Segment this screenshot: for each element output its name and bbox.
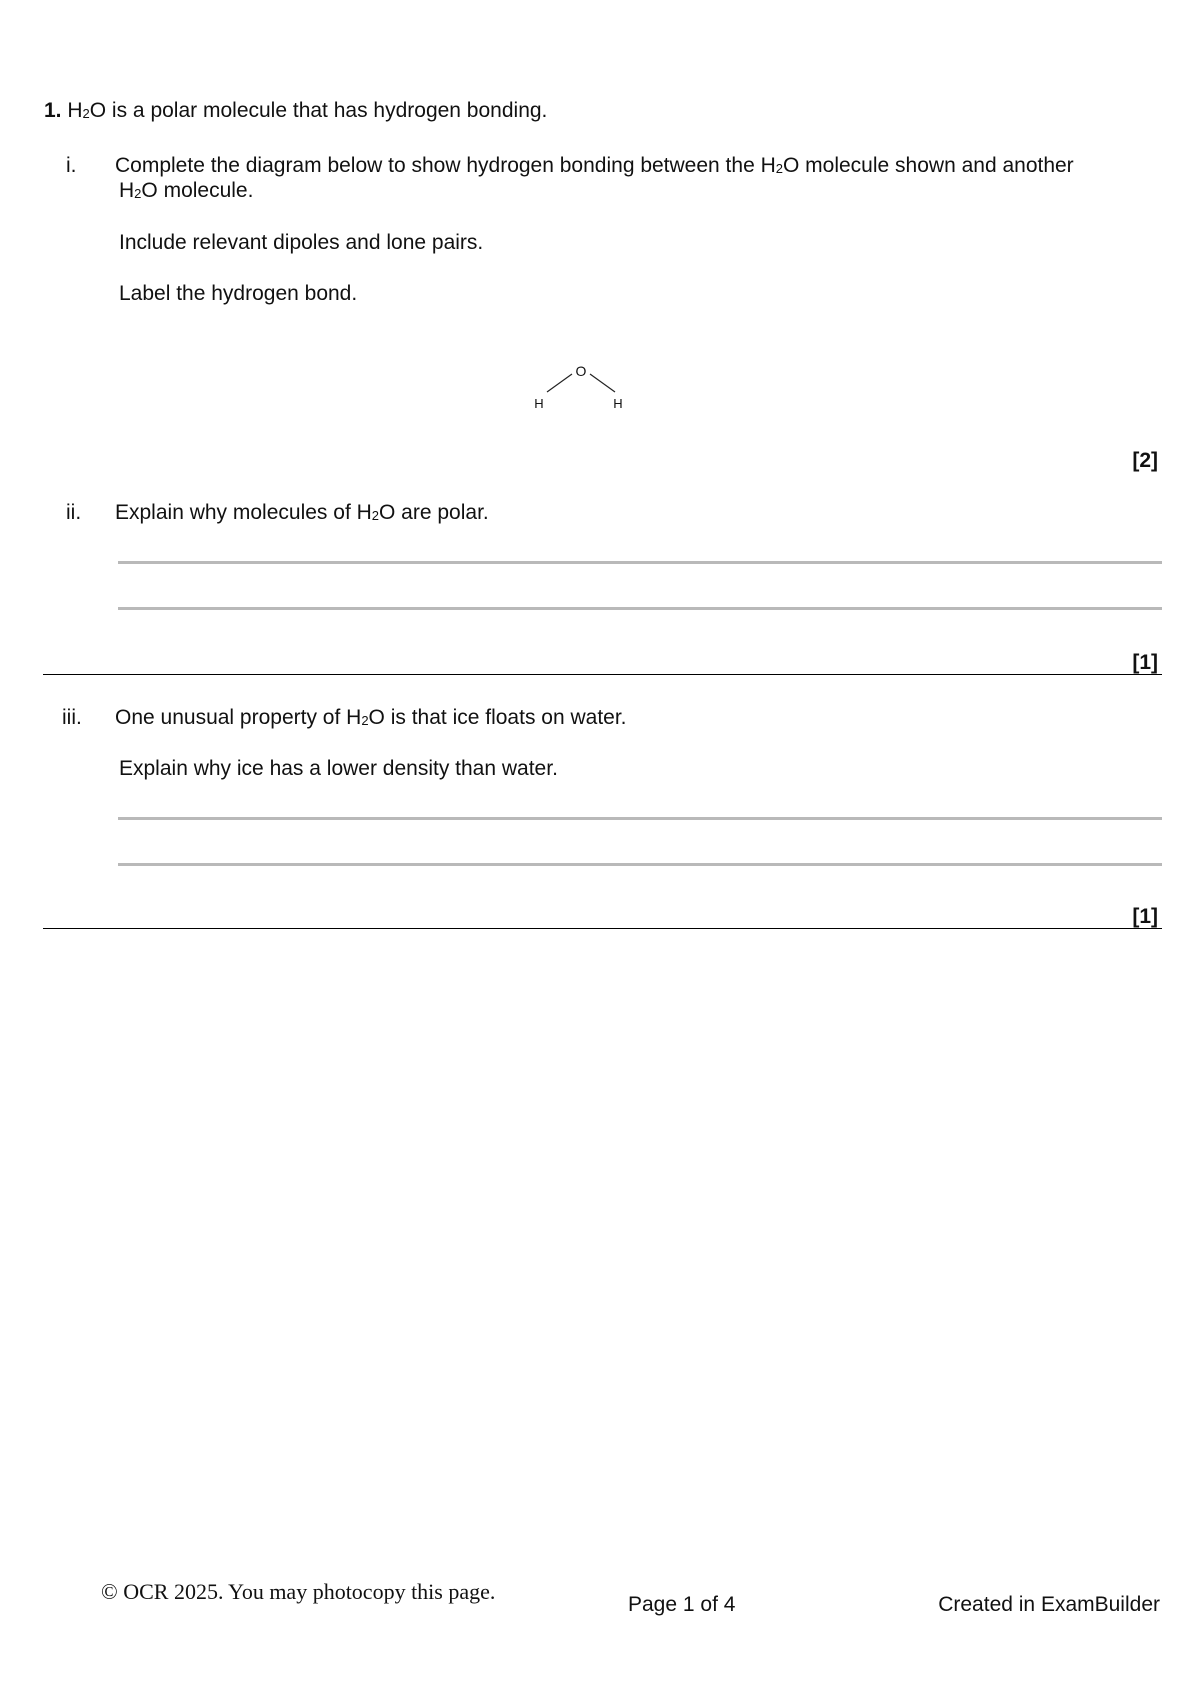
part-ii-marks: [1] bbox=[1132, 651, 1158, 674]
atom-hydrogen-left: H bbox=[534, 396, 544, 411]
part-iii-instruction: Explain why ice has a lower density than water. bbox=[119, 757, 558, 780]
bond-left bbox=[547, 374, 572, 392]
part-ii-answer-line-3[interactable] bbox=[43, 674, 1162, 675]
part-iii-answer-line-2[interactable] bbox=[118, 863, 1162, 866]
bond-right bbox=[590, 374, 615, 392]
water-molecule-diagram bbox=[520, 356, 640, 416]
part-ii-label: ii. bbox=[66, 501, 82, 524]
part-iii-question: One unusual property of $H_2O$ is that ice floats on water. bbox=[115, 706, 627, 729]
part-iii-answer-line-1[interactable] bbox=[118, 817, 1162, 820]
question-stem bbox=[44, 99, 547, 123]
question-text: $H_2O$ is a polar molecule that has hydrogen bonding. bbox=[67, 99, 548, 122]
part-iii-label: iii. bbox=[62, 706, 82, 729]
footer-copyright: © OCR 2025. You may photocopy this page. bbox=[101, 1579, 496, 1604]
footer-created: Created in ExamBuilder bbox=[938, 1593, 1160, 1616]
part-iii-marks: [1] bbox=[1132, 905, 1158, 928]
part-i-label: i. bbox=[66, 154, 77, 177]
part-i-instruction-dipoles: Include relevant dipoles and lone pairs. bbox=[119, 231, 484, 254]
part-ii-answer-line-1[interactable] bbox=[118, 561, 1162, 564]
part-ii-question: Explain why molecules of $H_2O$ are polar. bbox=[115, 501, 489, 524]
part-i-marks: [2] bbox=[1132, 449, 1158, 472]
part-ii-answer-line-2[interactable] bbox=[118, 607, 1162, 610]
atom-oxygen: O bbox=[575, 363, 587, 379]
part-i-instruction-label: Label the hydrogen bond. bbox=[119, 282, 358, 305]
part-i-line-1: Complete the diagram below to show hydrogen bonding between the $H_2O$ molecule shown and another bbox=[115, 154, 1074, 177]
part-i-line-2: $H_2O$ molecule. bbox=[119, 179, 254, 202]
part-iii-answer-line-3[interactable] bbox=[43, 928, 1162, 929]
atom-hydrogen-right: H bbox=[613, 396, 623, 411]
question-number: 1. bbox=[44, 99, 62, 122]
footer-page-number: Page 1 of 4 bbox=[628, 1593, 736, 1616]
